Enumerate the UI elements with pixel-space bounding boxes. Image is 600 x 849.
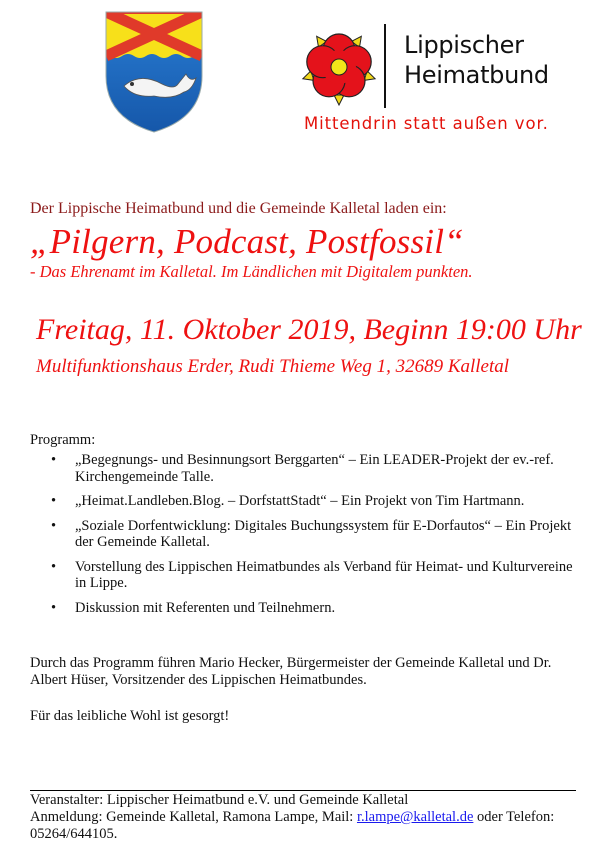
footer-divider <box>30 790 576 791</box>
program-item: • „Begegnungs- und Besinnungsort Berggarten“ – Ein LEADER-Projekt der ev.-ref. Kirchengemeinde Talle. <box>51 452 554 485</box>
bullet-icon: • <box>51 558 57 575</box>
event-date: Freitag, 11. Oktober 2019, Beginn 19:00 Uhr <box>36 313 582 346</box>
event-venue: Multifunktionshaus Erder, Rudi Thieme Weg 1, 32689 Kalletal <box>36 356 510 377</box>
organizer-text: Veranstalter: Lippischer Heimatbund e.V. und Gemeinde Kalletal <box>30 792 409 808</box>
slogan: Mittendrin statt außen vor. <box>304 114 549 133</box>
program-list <box>30 452 580 624</box>
lippe-rose-icon <box>300 28 378 106</box>
hosts-text: Durch das Programm führen Mario Hecker, Bürgermeister der Gemeinde Kalletal und Dr. Albert Hüser, Vorsitzender des Lippischen Heimatbundes. <box>30 655 552 688</box>
bullet-icon: • <box>51 517 57 534</box>
kalletal-crest-icon <box>100 6 208 136</box>
program-item: • Diskussion mit Referenten und Teilnehmern. <box>51 599 336 616</box>
event-title: „Pilgern, Podcast, Postfossil“ <box>30 222 464 261</box>
logo-divider <box>384 24 386 108</box>
catering-note: Für das leibliche Wohl ist gesorgt! <box>30 708 230 724</box>
invitation-intro: Der Lippische Heimatbund und die Gemeinde Kalletal laden ein: <box>30 200 447 217</box>
org-name-line2: Heimatbund <box>404 61 549 89</box>
bullet-icon: • <box>51 452 57 468</box>
org-name <box>404 30 549 90</box>
bullet-icon: • <box>51 599 57 616</box>
program-item: • „Heimat.Landleben.Blog. – DorfstattStadt“ – Ein Projekt von Tim Hartmann. <box>51 493 525 509</box>
org-name-line1: Lippischer <box>404 31 524 59</box>
email-link[interactable]: r.lampe@kalletal.de <box>356 809 474 825</box>
bullet-icon: • <box>51 493 57 509</box>
program-item: • Vorstellung des Lippischen Heimatbundes als Verband für Heimat- und Kulturvereine in Lippe. <box>51 558 573 591</box>
event-subtitle: - Das Ehrenamt im Kalletal. Im Ländlichen mit Digitalem punkten. <box>30 262 473 281</box>
program-label: Programm: <box>30 432 96 448</box>
registration-text: Anmeldung: Gemeinde Kalletal, Ramona Lampe, Mail: r.lampe@kalletal.de oder Telefon: 05264/644105. <box>30 809 555 842</box>
program-item: • „Soziale Dorfentwicklung: Digitales Buchungssystem für E-Dorfautos“ – Ein Projekt der Gemeinde Kalletal. <box>51 517 572 550</box>
footer <box>30 792 590 843</box>
